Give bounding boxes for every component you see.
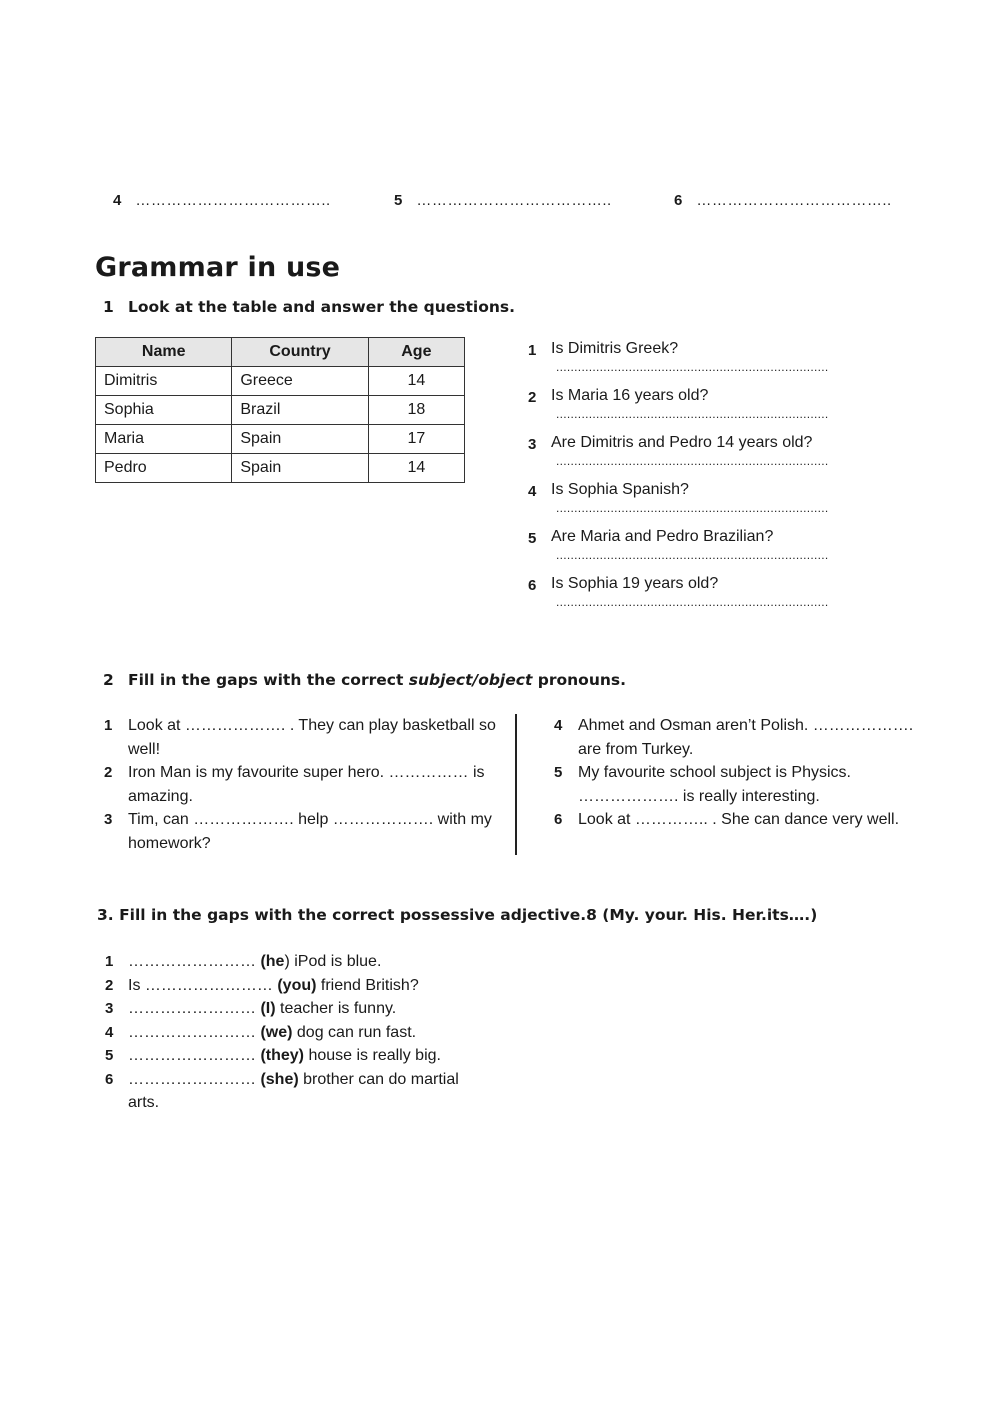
gap-item[interactable] bbox=[105, 997, 525, 1021]
table-row bbox=[96, 425, 465, 454]
gap-item[interactable] bbox=[105, 1021, 525, 1045]
question-text: Are Dimitris and Pedro 14 years old? bbox=[551, 434, 813, 451]
exercise-3-instruction: 3. Fill in the gaps with the correct possessive adjective.8 (My. your. His. Her.its….) bbox=[97, 906, 818, 924]
prompt-word: (you) bbox=[277, 976, 317, 994]
question-number: 5 bbox=[528, 530, 537, 547]
answer-line: ……………………………….. bbox=[135, 192, 331, 209]
question-item bbox=[528, 481, 908, 528]
exercise-number: 1 bbox=[103, 298, 114, 316]
country-cell: Greece bbox=[232, 367, 368, 396]
gap-item[interactable] bbox=[105, 950, 525, 974]
answer-line[interactable]: ........................................................................... bbox=[556, 595, 829, 609]
age-cell: 14 bbox=[368, 367, 464, 396]
item-number: 6 bbox=[105, 1070, 114, 1088]
item-number: 5 bbox=[105, 1047, 114, 1064]
question-number: 6 bbox=[528, 577, 537, 594]
answer-line[interactable]: ........................................................................... bbox=[556, 360, 829, 374]
item-text-pre: …………………… bbox=[128, 953, 261, 970]
item-number: 2 bbox=[105, 976, 114, 994]
question-text: Is Sophia 19 years old? bbox=[551, 575, 719, 592]
name-cell: Sophia bbox=[96, 396, 232, 425]
gap-item[interactable] bbox=[105, 1044, 525, 1068]
question-number: 2 bbox=[528, 389, 537, 406]
gap-item bbox=[554, 808, 938, 832]
question-number: 3 bbox=[528, 436, 537, 453]
answer-line: ……………………………….. bbox=[416, 192, 612, 209]
gap-item[interactable] bbox=[105, 974, 525, 998]
column-header: Country bbox=[232, 338, 368, 367]
item-number: 6 bbox=[674, 192, 683, 209]
table-row bbox=[96, 367, 465, 396]
answer-line[interactable]: ........................................................................... bbox=[556, 407, 829, 421]
item-text[interactable]: Iron Man is my favourite super hero. …………… is amazing. bbox=[128, 764, 485, 805]
item-number: 1 bbox=[105, 953, 114, 970]
exercise-number: 2 bbox=[103, 671, 114, 689]
gap-item[interactable] bbox=[105, 1068, 478, 1115]
item-text[interactable]: My favourite school subject is Physics. ………………. is really interesting. bbox=[578, 764, 851, 805]
item-text-pre: …………………… bbox=[128, 1000, 261, 1017]
country-cell: Spain bbox=[232, 454, 368, 483]
item-text-post: ) iPod is blue. bbox=[284, 953, 382, 970]
item-number: 1 bbox=[104, 717, 113, 734]
question-item bbox=[528, 575, 908, 622]
item-text-pre: …………………… bbox=[128, 1023, 261, 1041]
item-number: 2 bbox=[104, 764, 113, 781]
table-row bbox=[96, 396, 465, 425]
item-number: 4 bbox=[554, 717, 563, 734]
item-number: 4 bbox=[113, 192, 122, 209]
instruction-text-end: pronouns. bbox=[532, 671, 627, 689]
question-text: Is Sophia Spanish? bbox=[551, 481, 689, 498]
instruction-text: Look at the table and answer the questions. bbox=[128, 298, 516, 316]
prompt-word: (they) bbox=[260, 1047, 305, 1064]
item-text-post: house is really big. bbox=[304, 1047, 441, 1064]
question-item bbox=[528, 340, 908, 387]
age-cell: 18 bbox=[368, 396, 464, 425]
column-divider bbox=[515, 714, 517, 855]
people-table bbox=[95, 337, 465, 483]
item-number: 3 bbox=[105, 1000, 114, 1017]
item-number: 5 bbox=[554, 764, 563, 781]
country-cell: Spain bbox=[232, 425, 368, 454]
question-number: 4 bbox=[528, 483, 537, 500]
item-number: 3 bbox=[104, 811, 113, 828]
name-cell: Dimitris bbox=[96, 367, 232, 396]
item-number: 4 bbox=[105, 1023, 114, 1041]
exercise-3-list bbox=[105, 950, 525, 1115]
age-cell: 17 bbox=[368, 425, 464, 454]
gap-item bbox=[554, 714, 938, 761]
gap-item bbox=[104, 808, 499, 855]
item-number: 5 bbox=[394, 192, 403, 209]
answer-line: ……………………………….. bbox=[696, 192, 892, 209]
answer-slot[interactable] bbox=[113, 192, 331, 210]
item-text-pre: Is …………………… bbox=[128, 976, 278, 994]
question-item bbox=[528, 387, 908, 434]
item-text-post: dog can run fast. bbox=[292, 1023, 417, 1041]
section-heading: Grammar in use bbox=[95, 252, 341, 283]
prompt-word: (she) bbox=[260, 1070, 299, 1088]
answer-line[interactable]: ........................................................................... bbox=[556, 454, 829, 468]
item-number: 6 bbox=[554, 811, 563, 828]
item-text[interactable]: Look at ………………. . They can play basketball so well! bbox=[128, 717, 496, 758]
item-text-post: brother can do martial arts. bbox=[128, 1070, 459, 1111]
exercise-2-instruction bbox=[103, 671, 626, 689]
gap-item bbox=[104, 761, 499, 808]
question-text: Are Maria and Pedro Brazilian? bbox=[551, 528, 774, 545]
column-header: Age bbox=[368, 338, 464, 367]
country-cell: Brazil bbox=[232, 396, 368, 425]
prompt-word: (we) bbox=[260, 1023, 293, 1041]
question-item bbox=[528, 528, 908, 575]
item-text[interactable]: Tim, can ………………. help ………………. with my homework? bbox=[128, 811, 492, 852]
question-text: Is Maria 16 years old? bbox=[551, 387, 709, 404]
question-item bbox=[528, 434, 908, 481]
table-header-row bbox=[96, 338, 465, 367]
exercise-1-instruction bbox=[103, 298, 515, 316]
answer-line[interactable]: ........................................................................... bbox=[556, 501, 829, 515]
item-text-post: teacher is funny. bbox=[275, 1000, 397, 1017]
age-cell: 14 bbox=[368, 454, 464, 483]
exercise-2-right-column bbox=[554, 714, 938, 832]
exercise-1-questions bbox=[528, 340, 908, 622]
prompt-word: (I) bbox=[260, 1000, 276, 1017]
item-text[interactable]: Look at ………….. . She can dance very well. bbox=[578, 811, 900, 828]
previous-exercise-answer-row bbox=[0, 192, 1000, 216]
question-number: 1 bbox=[528, 342, 537, 359]
gap-item bbox=[554, 761, 938, 808]
prompt-word: (he bbox=[260, 953, 285, 970]
name-cell: Pedro bbox=[96, 454, 232, 483]
answer-line[interactable]: ........................................................................... bbox=[556, 548, 829, 562]
item-text-post: friend British? bbox=[316, 976, 419, 994]
column-header: Name bbox=[96, 338, 232, 367]
item-text-pre: …………………… bbox=[128, 1047, 261, 1064]
answer-slot[interactable] bbox=[394, 192, 612, 210]
table-row bbox=[96, 454, 465, 483]
item-text-pre: …………………… bbox=[128, 1070, 261, 1088]
instruction-emphasis: subject/object bbox=[408, 671, 533, 689]
answer-slot[interactable] bbox=[674, 192, 892, 210]
question-text: Is Dimitris Greek? bbox=[551, 340, 679, 357]
gap-item bbox=[104, 714, 499, 761]
exercise-2-left-column bbox=[104, 714, 499, 855]
item-text[interactable]: Ahmet and Osman aren’t Polish. ………………. are from Turkey. bbox=[578, 717, 914, 758]
instruction-text: Fill in the gaps with the correct bbox=[128, 671, 409, 689]
name-cell: Maria bbox=[96, 425, 232, 454]
